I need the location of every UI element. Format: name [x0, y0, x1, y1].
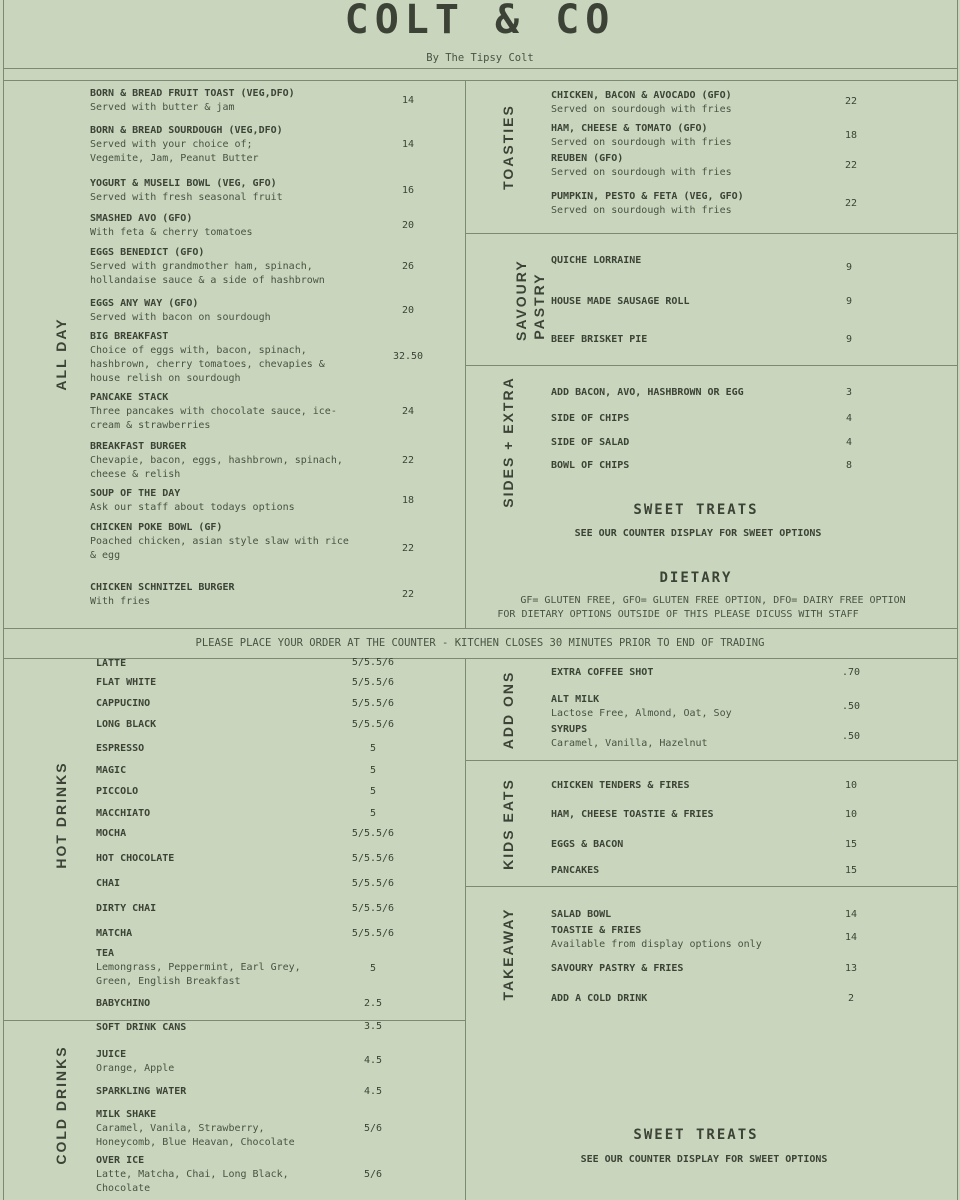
- item-price: 15: [844, 865, 858, 876]
- item-name: REUBEN (GFO): [551, 153, 624, 164]
- item-price: 14: [844, 932, 858, 943]
- brand-title: COLT & CO: [344, 0, 616, 43]
- item-price: 22: [401, 455, 415, 466]
- item-desc: Served with fresh seasonal fruit: [90, 192, 283, 203]
- item-name: LONG BLACK: [96, 719, 157, 730]
- item-price: 24: [401, 406, 415, 417]
- item-name: SALAD BOWL: [551, 909, 612, 920]
- menu-item: [551, 122, 821, 150]
- item-desc: With fries: [90, 596, 151, 607]
- item-price: 5/6: [363, 1123, 383, 1134]
- dietary-heading: DIETARY: [659, 570, 733, 586]
- menu-item: [90, 87, 370, 115]
- item-name: FLAT WHITE: [96, 677, 157, 688]
- menu-item: [90, 487, 370, 515]
- item-price: 9: [845, 334, 853, 345]
- item-name: SPARKLING WATER: [96, 1086, 187, 1097]
- item-name: BOWL OF CHIPS: [551, 460, 630, 471]
- item-name: PANCAKES: [551, 865, 600, 876]
- menu-item: [96, 902, 336, 916]
- item-name: PICCOLO: [96, 786, 139, 797]
- item-price: 18: [401, 495, 415, 506]
- menu-item: [96, 1108, 316, 1150]
- item-name: QUICHE LORRAINE: [551, 255, 642, 266]
- item-price: 14: [401, 95, 415, 106]
- menu-item: [96, 785, 336, 799]
- menu-item: [551, 838, 811, 852]
- menu-item: [90, 581, 370, 609]
- item-price: 2.5: [363, 998, 383, 1009]
- menu-item: [551, 779, 811, 793]
- item-price: 4.5: [363, 1086, 383, 1097]
- menu-item: [90, 212, 370, 240]
- menu-item: [551, 992, 811, 1006]
- section-sides-extra: SIDES + EXTRA: [500, 376, 516, 508]
- item-name: ADD A COLD DRINK: [551, 993, 648, 1004]
- item-price: 5: [369, 786, 377, 797]
- menu-item: [551, 89, 821, 117]
- menu-item: [551, 459, 811, 473]
- item-name: PANCAKE STACK: [90, 392, 169, 403]
- menu-item: [551, 864, 811, 878]
- item-desc: Served with grandmother ham, spinach, hollandaise sauce & a side of hashbrown: [90, 261, 325, 286]
- item-price: 16: [401, 185, 415, 196]
- item-price: 14: [401, 139, 415, 150]
- item-price: 3.5: [363, 1021, 383, 1032]
- sweet-treats-heading: SWEET TREATS: [633, 502, 759, 518]
- sweet-treats-heading: SWEET TREATS: [633, 1127, 759, 1143]
- item-price: .50: [841, 701, 861, 712]
- item-name: SAVOURY PASTRY & FRIES: [551, 963, 684, 974]
- item-desc: Caramel, Vanilla, Hazelnut: [551, 738, 708, 749]
- item-price: 5/5.5/6: [351, 828, 395, 839]
- menu-item: [96, 1085, 336, 1099]
- brand-subtitle: By The Tipsy Colt: [426, 52, 534, 64]
- item-desc: Served on sourdough with fries: [551, 137, 732, 148]
- item-name: ALT MILK: [551, 694, 600, 705]
- item-price: 10: [844, 809, 858, 820]
- item-desc: Served on sourdough with fries: [551, 205, 732, 216]
- item-price: 22: [844, 198, 858, 209]
- item-name: MACCHIATO: [96, 808, 151, 819]
- item-desc: Poached chicken, asian style slaw with rice & egg: [90, 536, 349, 561]
- item-price: 5/5.5/6: [351, 903, 395, 914]
- menu-item: [96, 742, 336, 756]
- menu-item: [96, 827, 336, 841]
- item-name: BORN & BREAD FRUIT TOAST (VEG,DFO): [90, 88, 295, 99]
- menu-item: [551, 333, 811, 347]
- item-desc: Served with bacon on sourdough: [90, 312, 271, 323]
- item-name: SOUP OF THE DAY: [90, 488, 181, 499]
- section-add-ons: ADD ONS: [500, 670, 516, 750]
- menu-item: [96, 927, 336, 941]
- divider: [3, 68, 958, 69]
- item-desc: Served on sourdough with fries: [551, 167, 732, 178]
- item-name: BORN & BREAD SOURDOUGH (VEG,DFO): [90, 125, 283, 136]
- menu-item: [90, 330, 350, 386]
- item-name: CAPPUCINO: [96, 698, 151, 709]
- item-name: CHICKEN TENDERS & FIRES: [551, 780, 690, 791]
- menu-item: [96, 877, 336, 891]
- item-price: 5/5.5/6: [351, 878, 395, 889]
- item-name: SIDE OF SALAD: [551, 437, 630, 448]
- item-name: SOFT DRINK CANS: [96, 1022, 187, 1033]
- item-price: 15: [844, 839, 858, 850]
- menu-item: [551, 295, 811, 309]
- divider: [465, 80, 466, 628]
- item-price: 9: [845, 262, 853, 273]
- item-desc: Choice of eggs with, bacon, spinach, hashbrown, cherry tomatoes, chevapies & house relish on sourdough: [90, 345, 325, 384]
- item-desc: Three pancakes with chocolate sauce, ice-cream & strawberries: [90, 406, 337, 431]
- section-kids-eats: KIDS EATS: [500, 778, 516, 870]
- item-desc: Served with your choice of; Vegemite, Jam, Peanut Butter: [90, 139, 259, 164]
- menu-item: [96, 764, 336, 778]
- item-price: 20: [401, 305, 415, 316]
- item-desc: Lemongrass, Peppermint, Earl Grey, Green, English Breakfast: [96, 962, 301, 987]
- menu-item: [90, 124, 290, 166]
- item-price: 5/6: [363, 1169, 383, 1180]
- sweet-treats-text: SEE OUR COUNTER DISPLAY FOR SWEET OPTIONS: [574, 528, 822, 539]
- item-name: CHICKEN POKE BOWL (GF): [90, 522, 223, 533]
- item-price: 4: [845, 413, 853, 424]
- item-price: 26: [401, 261, 415, 272]
- item-price: 3: [845, 387, 853, 398]
- item-price: 22: [844, 96, 858, 107]
- item-price: 4.5: [363, 1055, 383, 1066]
- divider: [3, 628, 958, 629]
- item-price: 32.50: [392, 351, 424, 362]
- item-name: YOGURT & MUSELI BOWL (VEG, GFO): [90, 178, 277, 189]
- item-desc: Caramel, Vanila, Strawberry, Honeycomb, Blue Heavan, Chocolate: [96, 1123, 295, 1148]
- item-price: 22: [401, 589, 415, 600]
- item-price: 14: [844, 909, 858, 920]
- menu-item: [551, 412, 811, 426]
- item-name: CHICKEN, BACON & AVOCADO (GFO): [551, 90, 732, 101]
- item-price: .70: [841, 667, 861, 678]
- menu-item: [96, 1154, 316, 1196]
- item-name: LATTE: [96, 658, 127, 669]
- item-name: HAM, CHEESE TOASTIE & FRIES: [551, 809, 714, 820]
- menu-item: [551, 693, 811, 721]
- menu-item: [551, 386, 811, 400]
- item-name: BEEF BRISKET PIE: [551, 334, 648, 345]
- menu-item: [96, 718, 336, 732]
- item-desc: Latte, Matcha, Chai, Long Black, Chocolate: [96, 1169, 289, 1194]
- menu-item: [96, 657, 336, 671]
- section-cold-drinks: COLD DRINKS: [53, 1045, 69, 1165]
- menu-item: [90, 391, 360, 433]
- section-savoury-pastry: [512, 236, 548, 376]
- item-name: EGGS ANY WAY (GFO): [90, 298, 199, 309]
- divider: [465, 886, 958, 887]
- menu-item: [90, 177, 370, 205]
- order-banner: PLEASE PLACE YOUR ORDER AT THE COUNTER - KITCHEN CLOSES 30 MINUTES PRIOR TO END OF TRADING: [195, 637, 765, 649]
- item-price: 5: [369, 963, 377, 974]
- item-name: DIRTY CHAI: [96, 903, 157, 914]
- section-hot-drinks: HOT DRINKS: [53, 761, 69, 869]
- item-name: HOUSE MADE SAUSAGE ROLL: [551, 296, 690, 307]
- divider: [465, 760, 958, 761]
- menu-item: [90, 521, 350, 563]
- item-price: 10: [844, 780, 858, 791]
- item-desc: Ask our staff about todays options: [90, 502, 295, 513]
- item-price: 5/5.5/6: [351, 698, 395, 709]
- section-all-day: ALL DAY: [53, 317, 69, 391]
- item-price: 5/5.5/6: [351, 677, 395, 688]
- menu-item: [96, 997, 336, 1011]
- item-desc: Orange, Apple: [96, 1063, 175, 1074]
- section-toasties: TOASTIES: [500, 104, 516, 190]
- dietary-line: GF= GLUTEN FREE, GFO= GLUTEN FREE OPTION, DFO= DAIRY FREE OPTION: [520, 595, 906, 606]
- item-name: CHICKEN SCHNITZEL BURGER: [90, 582, 235, 593]
- menu-item: [551, 190, 821, 218]
- item-name: JUICE: [96, 1049, 127, 1060]
- menu-item: [551, 723, 811, 751]
- menu-item: [96, 1021, 336, 1035]
- item-price: 5: [369, 765, 377, 776]
- item-price: .50: [841, 731, 861, 742]
- item-name: OVER ICE: [96, 1155, 145, 1166]
- dietary-line: FOR DIETARY OPTIONS OUTSIDE OF THIS PLEASE DICUSS WITH STAFF: [497, 609, 859, 620]
- item-price: 13: [844, 963, 858, 974]
- item-name: BIG BREAKFAST: [90, 331, 169, 342]
- item-price: 18: [844, 130, 858, 141]
- item-price: 22: [401, 543, 415, 554]
- item-price: 9: [845, 296, 853, 307]
- item-name: MILK SHAKE: [96, 1109, 157, 1120]
- menu-item: [96, 1048, 336, 1076]
- menu-item: [96, 947, 336, 989]
- item-name: PUMPKIN, PESTO & FETA (VEG, GFO): [551, 191, 744, 202]
- menu-item: [96, 676, 336, 690]
- menu-item: [96, 807, 336, 821]
- item-name: EGGS & BACON: [551, 839, 624, 850]
- item-desc: With feta & cherry tomatoes: [90, 227, 253, 238]
- menu-item: [551, 908, 811, 922]
- sweet-treats-text: SEE OUR COUNTER DISPLAY FOR SWEET OPTIONS: [580, 1154, 828, 1165]
- item-name: MAGIC: [96, 765, 127, 776]
- menu-item: [96, 697, 336, 711]
- item-price: 5/5.5/6: [351, 853, 395, 864]
- item-name: EGGS BENEDICT (GFO): [90, 247, 205, 258]
- item-name: BREAKFAST BURGER: [90, 441, 187, 452]
- menu-item: [551, 924, 811, 952]
- item-name: MOCHA: [96, 828, 127, 839]
- item-name: CHAI: [96, 878, 121, 889]
- item-name: BABYCHINO: [96, 998, 151, 1009]
- item-price: 5/5.5/6: [351, 657, 395, 668]
- menu-item: [551, 254, 811, 268]
- menu-item: [90, 297, 370, 325]
- menu-item: [96, 852, 336, 866]
- item-name: SMASHED AVO (GFO): [90, 213, 193, 224]
- divider: [465, 233, 958, 234]
- section-takeaway: TAKEAWAY: [500, 907, 516, 1001]
- item-name: TEA: [96, 948, 115, 959]
- item-name: HAM, CHEESE & TOMATO (GFO): [551, 123, 708, 134]
- item-desc: Chevapie, bacon, eggs, hashbrown, spinach, cheese & relish: [90, 455, 343, 480]
- menu-item: [551, 666, 811, 680]
- menu-item: [551, 436, 811, 450]
- item-price: 5: [369, 808, 377, 819]
- item-price: 5: [369, 743, 377, 754]
- item-name: TOASTIE & FRIES: [551, 925, 642, 936]
- item-price: 4: [845, 437, 853, 448]
- item-price: 2: [847, 993, 855, 1004]
- menu-item: [551, 808, 811, 822]
- item-name: HOT CHOCOLATE: [96, 853, 175, 864]
- item-price: 22: [844, 160, 858, 171]
- item-desc: Served with butter & jam: [90, 102, 235, 113]
- menu-item: [551, 152, 821, 180]
- item-name: SYRUPS: [551, 724, 588, 735]
- item-name: EXTRA COFFEE SHOT: [551, 667, 654, 678]
- item-name: SIDE OF CHIPS: [551, 413, 630, 424]
- item-price: 20: [401, 220, 415, 231]
- item-name: ESPRESSO: [96, 743, 145, 754]
- section-savoury-pastry-text: SAVOURY PASTRY: [513, 259, 547, 341]
- item-price: 8: [845, 460, 853, 471]
- menu-item: [90, 246, 350, 288]
- divider: [3, 80, 958, 81]
- divider: [465, 658, 466, 1200]
- item-desc: Served on sourdough with fries: [551, 104, 732, 115]
- item-price: 5/5.5/6: [351, 719, 395, 730]
- item-desc: Available from display options only: [551, 939, 762, 950]
- item-name: ADD BACON, AVO, HASHBROWN OR EGG: [551, 387, 744, 398]
- item-desc: Lactose Free, Almond, Oat, Soy: [551, 708, 732, 719]
- item-price: 5/5.5/6: [351, 928, 395, 939]
- menu-item: [551, 962, 811, 976]
- item-name: MATCHA: [96, 928, 133, 939]
- menu-item: [90, 440, 365, 482]
